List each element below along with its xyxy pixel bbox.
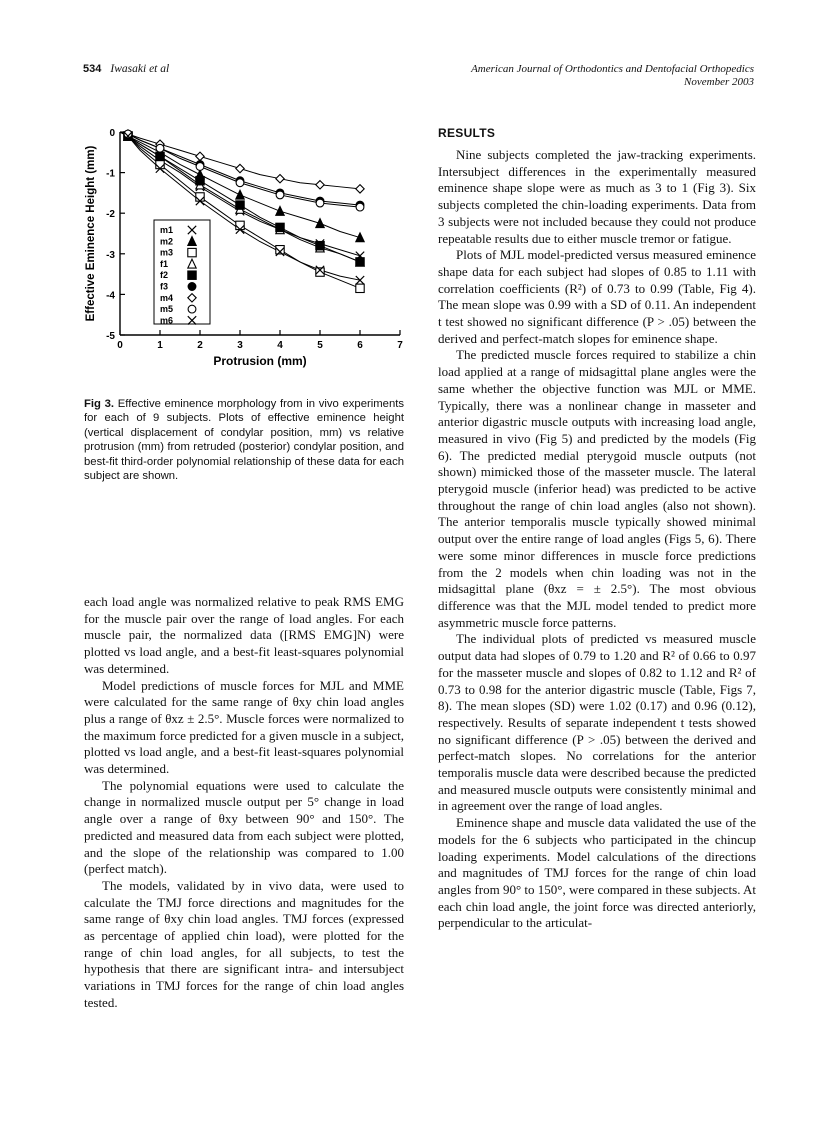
data-point-circle (196, 163, 204, 171)
paragraph: Eminence shape and muscle data validated the use of the models for the 6 subjects who participated in the chincup loading experiments. Model calculations of the directions and magnitudes of TMJ forces for the range of chin load angles from 90° to 150°, were compared in these subjects. At each chin load angle, the joint force was directed anteriorly, perpendicular to the articulat- (438, 815, 756, 931)
figure-3-chart (80, 125, 410, 375)
paragraph: Plots of MJL model-predicted versus measured eminence shape data for each subject had slopes of 0.85 to 1.11 with correlation coefficients (R²) of 0.73 to 0.99 (Table, Fig 4). The mean slope was 0.99 with a SD of 0.11. An independent t test showed no significant difference (P > .05) between the derived and perfect-match slopes for eminence shape. (438, 247, 756, 346)
data-point-square (356, 284, 364, 292)
data-point-square (156, 160, 164, 168)
data-point-triangle (276, 206, 284, 215)
y-axis-label: Effective Eminence Height (mm) (85, 145, 97, 322)
paragraph: Model predictions of muscle forces for MJL and MME were calculated for the same range of θxy chin load angles plus a range of θxz ± 2.5°. Muscle forces were normalized to the maximum force predicted for a given muscle in a subject, plotted vs load angle, and a best-fit least-squares polynomial was determined. (84, 677, 404, 777)
data-point-circle (276, 191, 284, 199)
data-point-circle (356, 203, 364, 211)
data-point-circle (316, 199, 324, 207)
x-tick-label: 1 (157, 340, 163, 351)
paragraph: each load angle was normalized relative to peak RMS EMG for the muscle pair over the range of load angles. For each muscle pair, the normalized data ([RMS EMG]N) were plotted vs load angle, and a best-fit least-squares polynomial was determined. (84, 594, 404, 676)
running-header-left (83, 63, 169, 75)
data-point-square (188, 271, 196, 279)
data-point-diamond (236, 164, 244, 172)
figure-caption (84, 397, 404, 483)
data-point-diamond (276, 174, 284, 182)
legend-label: f1 (160, 258, 169, 269)
legend-label: m1 (160, 225, 174, 235)
data-point-square (236, 221, 244, 229)
x-tick-label: 6 (357, 340, 363, 351)
data-point-square (276, 223, 284, 231)
page-number: 534 (83, 63, 102, 75)
data-point-square (196, 193, 204, 201)
data-point-diamond (316, 181, 324, 189)
x-axis-label: Protrusion (mm) (213, 354, 307, 368)
figure-label: Fig 3. (84, 398, 115, 410)
x-tick-label: 0 (117, 340, 123, 351)
data-point-diamond (356, 185, 364, 193)
data-point-square (356, 258, 364, 266)
journal-name: American Journal of Orthodontics and Dentofacial Orthopedics (471, 63, 754, 75)
y-tick-label: -5 (106, 331, 115, 342)
data-point-triangle (236, 190, 244, 199)
running-header-right (394, 63, 754, 89)
y-tick-label: 0 (109, 128, 115, 139)
data-point-triangle (316, 219, 324, 228)
legend-label: f2 (160, 270, 169, 281)
legend-label: m6 (160, 315, 174, 326)
section-heading: RESULTS (438, 126, 496, 140)
data-point-x (356, 276, 364, 284)
y-tick-label: -3 (106, 249, 115, 261)
right-text-column (438, 147, 756, 932)
data-point-triangle (356, 233, 364, 242)
y-tick-label: -4 (106, 290, 115, 302)
data-point-square (276, 246, 284, 254)
x-tick-label: 7 (397, 340, 403, 351)
data-point-diamond (196, 152, 204, 160)
left-text-column (84, 594, 404, 1012)
paragraph: The polynomial equations were used to calculate the change in normalized muscle output per 5° change in load angle over a range of θxy between 90° and 150°. The predicted and measured data from each subject were plotted, and the slope of the relationship was compared to 1.00 (perfect match). (84, 777, 404, 877)
data-point-square (316, 268, 324, 276)
x-tick-label: 4 (277, 340, 283, 351)
x-tick-label: 5 (317, 340, 323, 351)
data-point-square (316, 241, 324, 249)
y-tick-label: -2 (106, 209, 115, 221)
paragraph: The predicted muscle forces required to stabilize a chin load applied at a range of midsagittal plane angles were the same whether the objective function was MJL or MME. Typically, there was a nonlinear change in masseter and anterior digastric muscle outputs with increasing load angle, measured in vivo (Fig 5) and predicted by the models (Fig 6). The predicted medial pterygoid muscle outputs (not shown) mimicked those of the masseter muscle. The lateral pterygoid muscle (inferior head) was predicted to be active throughout the range of chin load angles (also not shown). The anterior temporalis muscle typically showed minimal output over the entire range of load angles (Figs 5, 6). There were some minor differences in muscle force predictions from the 2 models when chin loading was not in the midsagittal plane (θxz = ± 2.5°). The most obvious difference was that the MJL model tended to predict more asymmetric muscle force patterns. (438, 347, 756, 630)
legend-label: m2 (160, 236, 174, 247)
legend-label: m4 (160, 292, 174, 303)
data-point-square (236, 201, 244, 209)
y-tick-label: -1 (106, 168, 115, 180)
paragraph: The individual plots of predicted vs measured muscle output data had slopes of 0.79 to 1.20 and R² of 0.66 to 0.97 for the masseter muscle and slopes of 0.82 to 1.12 and R² of 0.73 to 0.98 for the anterior digastric muscle (Table, Figs 7, 8). The mean slopes (SD) were 1.02 (0.17) and 0.96 (0.12), respectively. Results of separate independent t tests showed no significant difference (P > .05) between the derived and perfect-match slopes. No correlations for the anterior temporalis muscle data were described because the predicted and measured muscle outputs were consistently minimal and in agreement over the range of load angles. (438, 631, 756, 814)
data-point-circle (188, 305, 196, 313)
legend-label: f3 (160, 281, 169, 292)
data-point-circle (156, 144, 164, 152)
data-point-square (196, 177, 204, 185)
data-point-square (188, 248, 196, 256)
data-point-circle (188, 283, 196, 291)
x-tick-label: 2 (197, 340, 203, 351)
legend-label: m3 (160, 247, 174, 258)
x-tick-label: 3 (237, 340, 243, 351)
issue-date: November 2003 (684, 76, 754, 88)
legend-label: m5 (160, 304, 174, 315)
figure-caption-text: Effective eminence morphology from in vivo experiments for each of 9 subjects. Plots of effective eminence height (vertical displacement of condylar position, mm) vs relative protrusion (mm) from retruded (posterior) condylar position, and best-fit third-order polynomial relationship of these data for each subject are shown. (84, 398, 405, 483)
running-authors: Iwasaki et al (110, 63, 170, 75)
data-point-square (156, 152, 164, 160)
paragraph: Nine subjects completed the jaw-tracking experiments. Intersubject differences in the experimentally measured eminence shape slope were as much as 3 to 1 (Fig 3). Six subjects completed the chin-loading experiments. Data from 3 subjects were not included because they could not produce repeatable results due to either muscle tremor or fatigue. (438, 147, 756, 246)
data-point-circle (236, 179, 244, 187)
paragraph: The models, validated by in vivo data, were used to calculate the TMJ force directions and magnitudes for the same range of θxy chin load angles. TMJ forces (expressed as percentage of applied chin load), were plotted for the range of chin load angles, for all subjects, to test the hypothesis that there are significant intra- and intersubject variations in TMJ forces for the range of chin load angles tested. (84, 877, 404, 1010)
